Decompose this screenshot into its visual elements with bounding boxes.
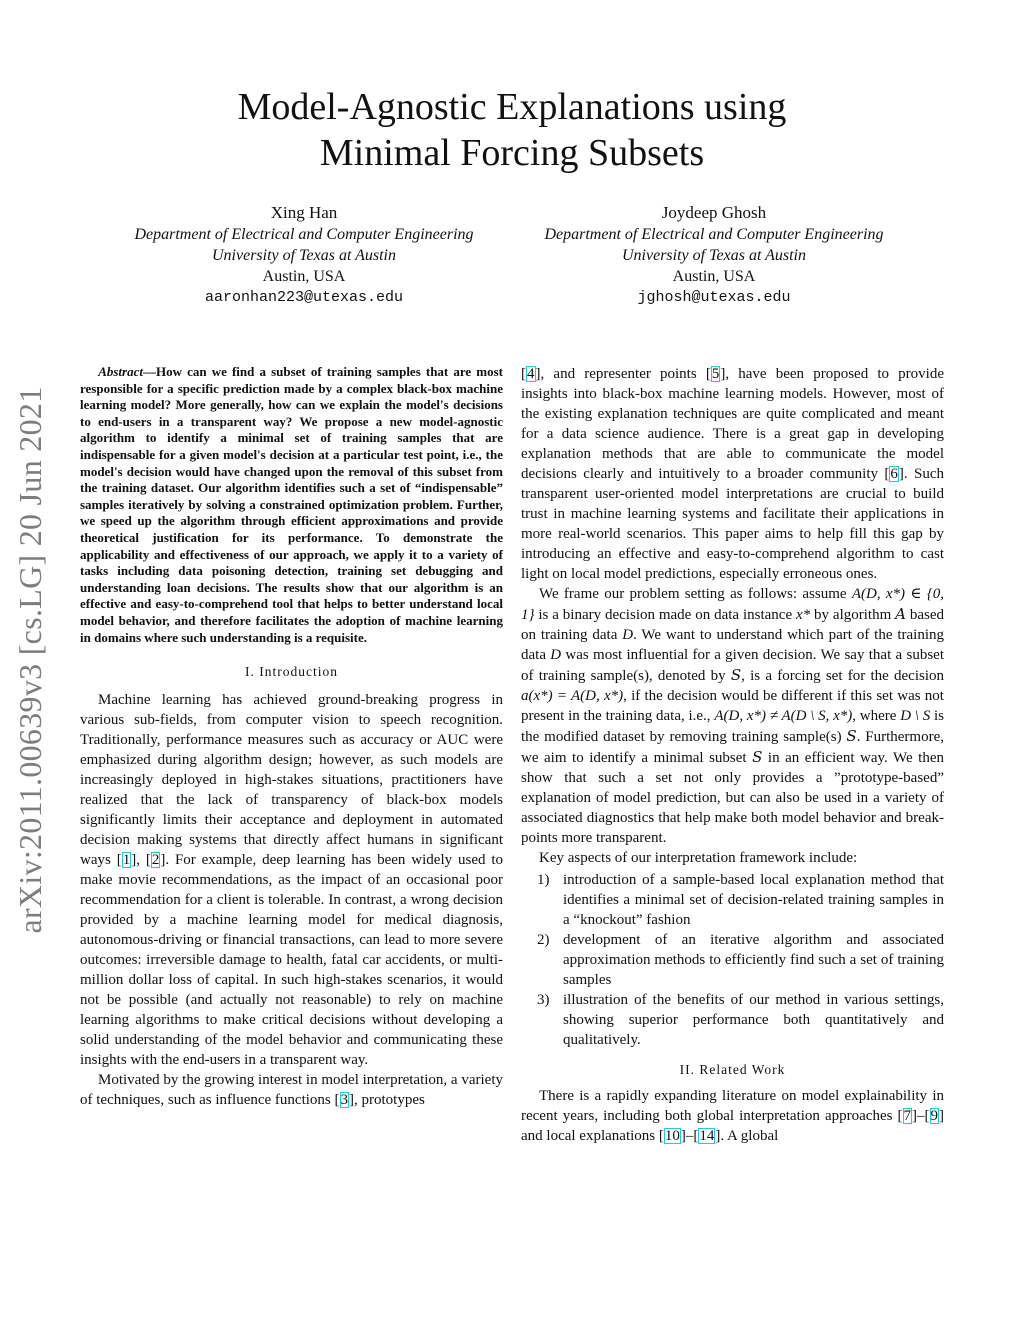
citation-link[interactable]: 2 [151, 852, 160, 869]
author-email: jghosh@utexas.edu [637, 289, 791, 306]
math-expression: a(x*) = A(D, x*) [521, 688, 624, 704]
arxiv-stamp: arXiv:2011.00639v3 [cs.LG] 20 Jun 2021 [12, 386, 48, 934]
paper-title-line-2: Minimal Forcing Subsets [319, 132, 705, 174]
citation-link[interactable]: 14 [699, 1128, 715, 1144]
math-expression: x* [795, 607, 811, 623]
citation-link[interactable]: 5 [711, 366, 720, 382]
math-expression: A(D, x*) ≠ A(D \ S, x*) [714, 708, 853, 724]
author-university: University of Texas at Austin [212, 247, 396, 264]
author-university: University of Texas at Austin [622, 247, 806, 264]
author-email: aaronhan223@utexas.edu [204, 289, 404, 306]
intro-paragraph-2-cont: [4], and representer points [5], have been proposed to provide insights into black-box machine learning models. However, most of the existing explanation techniques are quite complicated and meant for a data science audience. There is a great gap in developing explanation methods that are able to communicate the model decisions clearly and intuitively to a broader community [6]. Such transparent user-oriented model interpretations are crucial to build trust in machine learning systems and facilitate their applications in more real-world scenarios. This paper aims to help fill this gap by introducing an effective and easy-to-comprehend algorithm to cast light on local model predictions, especially erroneous ones. [521, 366, 945, 582]
section-heading-related-work: II. Related Work [679, 1062, 786, 1077]
list-item: 2) development of an iterative algorithm and associated approximation methods to efficiently find such a set of training samples [537, 932, 944, 988]
intro-paragraph-3: We frame our problem setting as follows: assume A(D, x*) ∈ {0, 1} is a binary decision made on data instance x* by algorithm A based on training data D. We want to understand which part of the training data D was most influential for a given decision. We say that a subset of training sample(s), denoted by S, is a forcing set for the decision a(x*) = A(D, x*), if the decision would be different if this set was not present in the training data, i.e., A(D, x*) ≠ A(D \ S, x*), where D \ S is the modified dataset by removing training sample(s) S. Furthermore, we aim to identify a minimal subset S in an efficient way. We then show that such a set not only provides a ”prototype-based” explanation of model prediction, but can also be used in a variety of associated diagnostics that help make both model behavior and break-points more transparent. [521, 586, 945, 846]
math-expression: D [622, 627, 634, 643]
citation-link[interactable]: 9 [930, 1108, 938, 1124]
key-aspects-list [521, 870, 944, 1050]
math-expression: A(D, x*) ∈ {0, 1} [521, 586, 945, 623]
author-department: Department of Electrical and Computer Engineering [134, 226, 474, 243]
abstract-text: How can we find a subset of training samples that are most responsible for a specific prediction made by a complex black-box machine learning model? More generally, how can we explain the model's decisions to end-users in a transparent way? We propose a new model-agnostic algorithm to identify a minimal set of training samples that are indispensable for a given model's decision at a particular test point, i.e., the model's decision would have changed upon the removal of this subset from the training dataset. Our algorithm identifies such a set of “indispensable” samples iteratively by solving a constrained optimization problem. Further, we speed up the algorithm through efficient approximations and provide theoretical justification for its performance. To demonstrate the applicability and effectiveness of our approach, we apply it to a variety of tasks including data poisoning detection, training set debugging and understanding loan decisions. The results show that our algorithm is an effective and easy-to-comprehend tool that helps to better understand local model behavior, and therefore facilitates the adoption of machine learning in domains where such understanding is a requisite. [80, 364, 503, 645]
citation-link[interactable]: 4 [527, 366, 535, 382]
math-expression: D [550, 647, 562, 663]
intro-paragraph-4: Key aspects of our interpretation framework include: [539, 850, 858, 866]
math-expression: S [752, 748, 763, 766]
citation-link[interactable]: 1 [122, 852, 131, 869]
math-expression: A [895, 605, 906, 623]
math-expression: D \ S [900, 708, 931, 724]
author-block-2 [504, 202, 924, 308]
abstract [80, 364, 503, 646]
abstract-dash: — [142, 364, 156, 379]
author-department: Department of Electrical and Computer Engineering [544, 226, 884, 243]
paper-title [0, 84, 1024, 176]
intro-paragraph-2: Motivated by the growing interest in model interpretation, a variety of techniques, such as influence functions [3], prototypes [80, 1072, 503, 1109]
citation-link[interactable]: 3 [340, 1092, 349, 1109]
math-expression: S [846, 727, 857, 745]
author-location: Austin, USA [672, 268, 756, 285]
list-item: 1) introduction of a sample-based local explanation method that identifies a minimal set of decision-related training samples in a “knockout” fashion [537, 872, 944, 928]
author-block-1 [94, 202, 514, 308]
author-name: Xing Han [270, 203, 338, 222]
paper-title-line-1: Model-Agnostic Explanations using [237, 86, 787, 128]
citation-link[interactable]: 7 [903, 1108, 911, 1124]
list-item: 3) illustration of the benefits of our method in various settings, showing superior performance both quantitatively and qualitatively. [537, 992, 944, 1048]
abstract-label: Abstract [98, 364, 143, 379]
related-paragraph-1: There is a rapidly expanding literature on model explainability in recent years, including both global interpretation approaches [7]–[9] and local explanations [10]–[14]. A global [521, 1088, 944, 1144]
citation-link[interactable]: 10 [664, 1128, 680, 1144]
right-column [521, 364, 944, 1146]
left-column [80, 364, 503, 1110]
author-name: Joydeep Ghosh [661, 203, 767, 222]
author-location: Austin, USA [262, 268, 346, 285]
section-heading-introduction: I. Introduction [245, 664, 338, 680]
math-expression: S [730, 666, 742, 684]
citation-link[interactable]: 6 [890, 466, 898, 482]
intro-paragraph-1: Machine learning has achieved ground-breaking progress in various sub-fields, from computer vision to speech recognition. Traditionally, performance measures such as accuracy or AUC were emphasized during algorithm design; however, as such models are increasingly deployed in high-stakes situations, practitioners have realized that the lack of transparency of black-box models significantly limits their acceptance and deployment in automated decision making systems that directly affect humans in significant ways [1], [2]. For example, deep learning has been widely used to make movie recommendations, as the impact of an occasional poor recommendation for a client is tolerable. In contrast, a wrong decision provided by a machine learning model for medical diagnosis, autonomous-driving or financial transactions, can lead to more severe outcomes: irreversible damage to health, fatal car accidents, or multi-million dollar loss of capital. In such high-stakes scenarios, it would not be possible (and actually not reasonable) to rely on machine learning algorithms to make critical decisions without developing a solid understanding of the model behavior and communicating these insights with the end-users in a transparent way. [80, 692, 504, 1069]
